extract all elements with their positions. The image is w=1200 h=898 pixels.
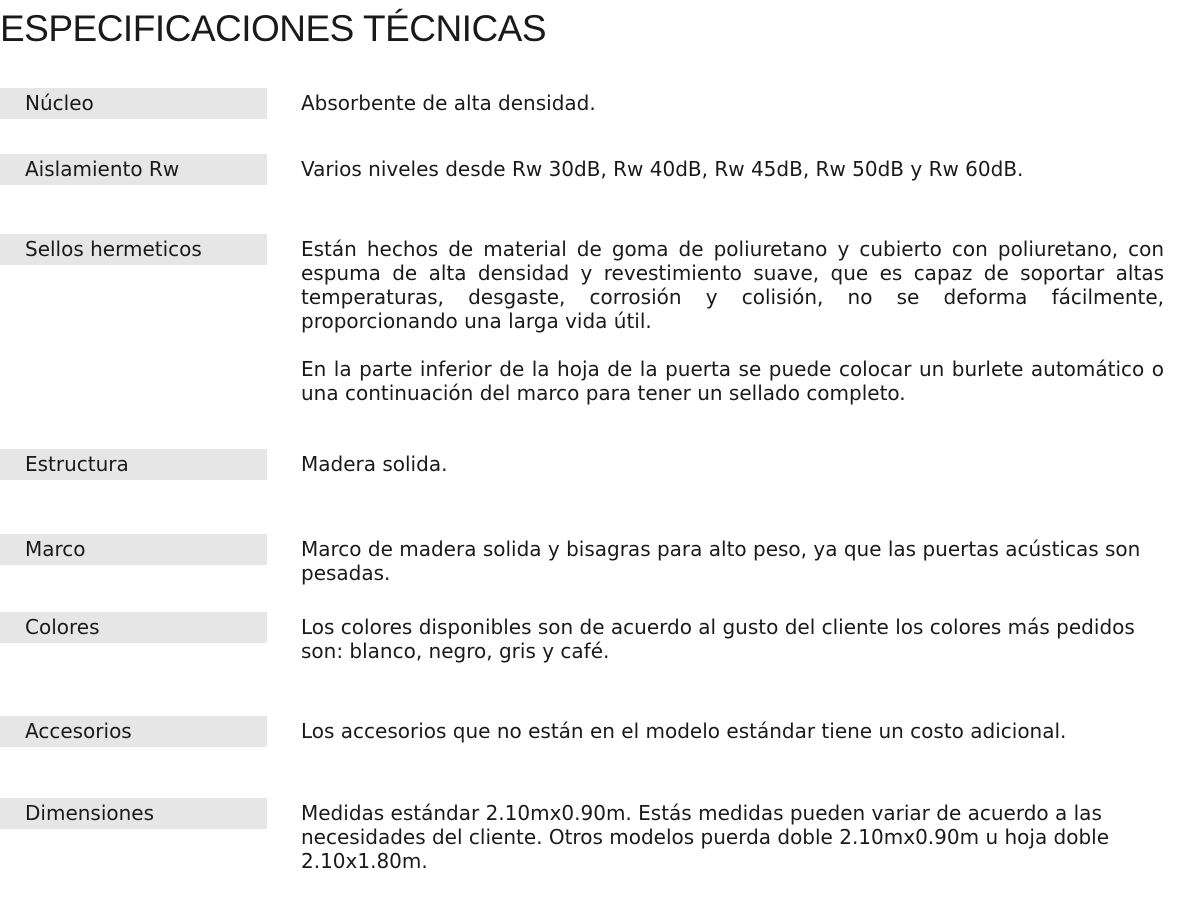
spec-value <box>301 719 1164 743</box>
spec-paragraph: Están hechos de material de goma de poliuretano y cubierto con poliuretano, con espuma de alta densidad y revestimiento suave, que es capaz de soportar altas temperaturas, desgaste, corrosión y colisión, no se deforma fácilmente, proporcionando una larga vida útil. <box>301 237 1164 333</box>
spec-value <box>301 157 1164 181</box>
spec-label: Aislamiento Rw <box>0 154 267 185</box>
spec-label: Núcleo <box>0 88 267 119</box>
spec-value <box>301 537 1164 585</box>
spec-label: Accesorios <box>0 716 267 747</box>
spec-paragraph: Madera solida. <box>301 452 448 476</box>
spec-value <box>301 615 1164 663</box>
spec-value <box>301 91 1164 115</box>
spec-label: Estructura <box>0 449 267 480</box>
spec-paragraph: Varios niveles desde Rw 30dB, Rw 40dB, Rw 45dB, Rw 50dB y Rw 60dB. <box>301 157 1024 181</box>
spec-label: Dimensiones <box>0 798 267 829</box>
spec-paragraph: Marco de madera solida y bisagras para alto peso, ya que las puertas acústicas son pesadas. <box>301 537 1141 585</box>
spec-paragraph: Los accesorios que no están en el modelo estándar tiene un costo adicional. <box>301 719 1067 743</box>
spec-paragraph: En la parte inferior de la hoja de la puerta se puede colocar un burlete automático o una continuación del marco para tener un sellado completo. <box>301 357 1164 405</box>
spec-label: Colores <box>0 612 267 643</box>
spec-label: Sellos hermeticos <box>0 234 267 265</box>
spec-paragraph: Medidas estándar 2.10mx0.90m. Estás medidas pueden variar de acuerdo a las necesidades del cliente. Otros modelos puerda doble 2.10mx0.90m u hoja doble 2.10x1.80m. <box>301 801 1110 873</box>
page-title: ESPECIFICACIONES TÉCNICAS <box>0 8 547 49</box>
spec-value <box>301 237 1164 405</box>
spec-paragraph: Los colores disponibles son de acuerdo al gusto del cliente los colores más pedidos son: blanco, negro, gris y café. <box>301 615 1135 663</box>
spec-value <box>301 452 1164 476</box>
spec-paragraph: Absorbente de alta densidad. <box>301 91 596 115</box>
spec-value <box>301 801 1164 873</box>
spec-label: Marco <box>0 534 267 565</box>
